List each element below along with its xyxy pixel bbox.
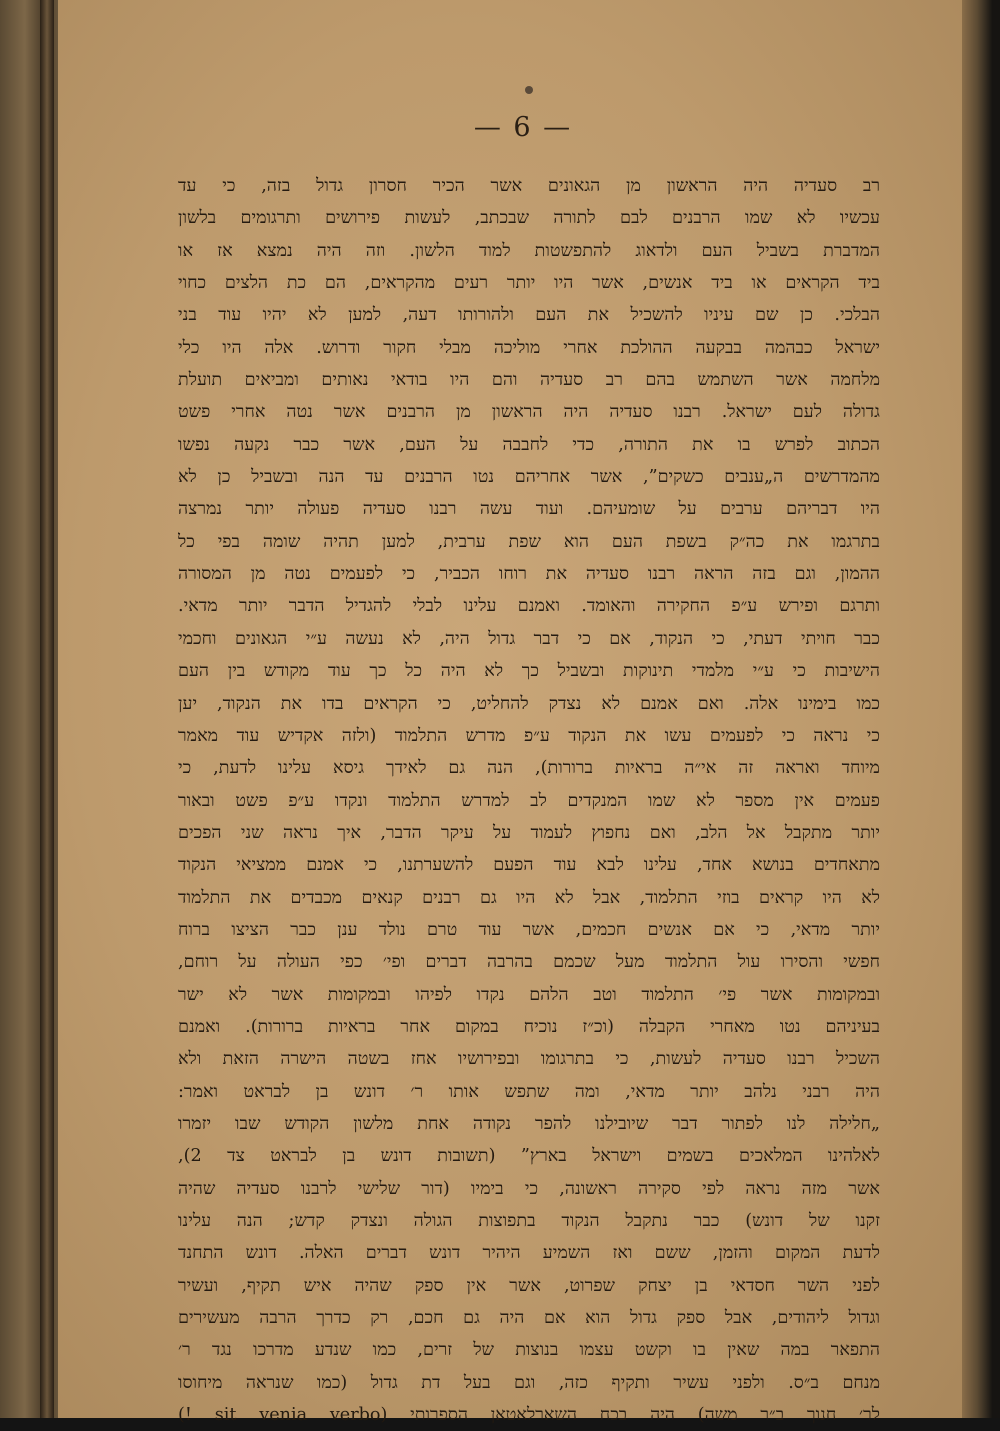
text-line: היו דבריהם ערבים על שומעיהם. ועוד עשה רבנו סעדיה פעולה יותר נמרצה: [178, 499, 880, 520]
text-line: מתאחדים בנושא אחד, עלינו לבא עוד הפעם להשערתנו, כי אמנם ממציאי הנקוד: [178, 855, 880, 876]
text-line: המדברת בשביל העם ולדאוג להתפשטות למוד הלשון. וזה היה נמצא אז או: [178, 240, 880, 261]
text-line: לאלהינו המלאכים בשמים וישראל בארץ” (תשובות דונש בן לבראט צד 2),: [178, 1146, 880, 1167]
text-line: ישראל כבהמה בבקעה ההולכת אחרי מוליכה מבלי חקור ודרוש. אלה היו כלי: [178, 337, 880, 358]
text-line: זקנו של דונש) כבר נתקבל הנקוד בתפוצות הגולה ונצדק קדש; הנה עלינו: [178, 1211, 880, 1231]
body-text: [178, 170, 880, 1431]
text-line: כי נראה כי לפעמים עשו את הנקוד ע״פ מדרש התלמוד (ולזה אקדיש עוד מאמר: [178, 725, 880, 746]
page-paper: [58, 0, 964, 1426]
text-line: אשר מזה נראה לפי סקירה ראשונה, כי בימיו (דור שלישי לרבנו סעדיה שהיה: [178, 1178, 880, 1199]
text-line: מנחם ב״ס. ולפני עשיר ותקיף כזה, וגם בעל דת גדול (כמו שנראה מיחוסו: [178, 1372, 880, 1393]
text-line: בתרגמו את כה״ק בשפת העם הוא שפת ערבית, למען תהיה שומה בפי כל: [178, 531, 880, 552]
text-line: התפאר במה שאין בו וקשט עצמו בנוצות של זרים, כמו שנדע מדרכו נגד ר׳: [178, 1340, 880, 1361]
text-line: הכתוב לפרש בו את התורה, כדי לחבבה על העם, אשר כבר נקעה נפשו: [178, 434, 880, 455]
text-line: הישיבות כי ע״י מלמדי תינוקות ובשביל כך לא היה כל כך עוד מקודש בין העם: [178, 661, 880, 682]
text-line: בעיניהם נטו מאחרי הקבלה (וכ״ז נוכיח במקום אחר בראיות ברורות). ואמנם: [178, 1016, 880, 1037]
text-line: „חלילה לנו לפתור דבר שיובילנו להפר נקודה אחת מלשון הקודש שבו יזמרו: [178, 1113, 880, 1134]
text-line: כמו בימינו אלה. ואם אמנם לא נצדק להחליט, כי הקראים בדו את הנקוד, יען: [178, 693, 880, 714]
text-line: לר׳ חנוך ב״ר משה) היה בכח השארלאטאן הספרותי (sit venia verbo !): [178, 1405, 880, 1426]
text-line: יותר מדאי, כי אם אנשים חכמים, אשר עוד טרם נולד ענן כבר הציצו ברוח: [178, 919, 880, 940]
text-line: מלחמה אשר השתמש בהם רב סעדיה והם היו בודאי נאותים ומביאים תועלת: [178, 370, 880, 391]
text-line: יותר מתקבל אל הלב, ואם נחפוץ לעמוד על עיקר הדבר, איך נראה שני הפכים: [178, 822, 880, 843]
text-line: חפשי והסירו עול התלמוד מעל שכמם בהרבה דברים ופי׳ כפי העולה על רוחם,: [178, 952, 880, 973]
text-line: גדולה לעם ישראל. רבנו סעדיה היה הראשון מן הרבנים אשר נטה אחרי פשט: [178, 402, 880, 423]
text-line: הבלכי. כן שם עיניו להשכיל את העם ולהורותו דעה, למען לא יהיו עוד בני: [178, 305, 880, 326]
text-line: ובמקומות אשר פי׳ התלמוד וטב הלהם נקדו לפיהו ובמקומות אשר לא ישר: [178, 984, 880, 1005]
text-line: היה רבני נלהב יותר מדאי, ומה שתפש אותו ר׳ דונש בן לבראט ואמר:: [178, 1081, 880, 1102]
text-line: לדעת המקום והזמן, ששם ואז השמיע היהיר דונש דברים האלה. דונש התחנד: [178, 1243, 880, 1264]
text-line: לפני השר חסדאי בן יצחק שפרוט, אשר אין ספק שהיה איש תקיף, ועשיר: [178, 1275, 880, 1296]
book-spine: [40, 0, 54, 1418]
ink-speck: [525, 86, 533, 94]
text-line: ביד הקראים או ביד אנשים, אשר היו יותר רעים מהקראים, הם כת הלצים כחוי: [178, 273, 880, 294]
page-number: — 6 —: [473, 112, 573, 143]
right-page-edge: [962, 0, 1000, 1418]
text-line: וגדול ליהודים, אבל ספק גדול הוא אם היה גם חכם, רק כדרך הרבה מעשירים: [178, 1308, 880, 1329]
text-line: רב סעדיה היה הראשון מן הגאונים אשר הכיר חסרון גדול בזה, כי עד: [178, 176, 880, 196]
text-line: מהמדרשים ה„ענבים כשקים”, אשר אחריהם נטו הרבנים עד הנה ובשביל כן לא: [178, 467, 880, 488]
text-line: לא היו קראים בוזי התלמוד, אבל לא היו גם רבנים קנאים מכבדים את התלמוד: [178, 887, 880, 908]
text-line: עכשיו לא שמו הרבנים לבם לתורה שבכתב, לעשות פירושים ותרגומים בלשון: [178, 208, 880, 229]
text-line: כבר חויתי דעתי, כי הנקוד, אם כי דבר גדול היה, לא נעשה ע״י הגאונים וחכמי: [178, 628, 880, 649]
text-line: פעמים אין מספר לא שמו המנקדים לב למדרש התלמוד ונקדו ע״פ פשט ובאור: [178, 790, 880, 811]
text-line: ההמון, וגם בזה הראה רבנו סעדיה את רוחו הכביר, כי לפעמים נטה מן המסורה: [178, 564, 880, 585]
text-line: מיוחד ואראה זה אי״ה בראיות ברורות), הנה גם לאידך גיסא עלינו לדעת, כי: [178, 758, 880, 779]
text-line: השכיל רבנו סעדיה לעשות, כי בתרגומו ובפירושיו אחז בשטה הישרה הזאת ולא: [178, 1049, 880, 1070]
text-line: ותרגם ופירש ע״פ החקירה והאומד. ואמנם עלינו לבלי להגדיל הדבר יותר מדאי.: [178, 596, 880, 617]
